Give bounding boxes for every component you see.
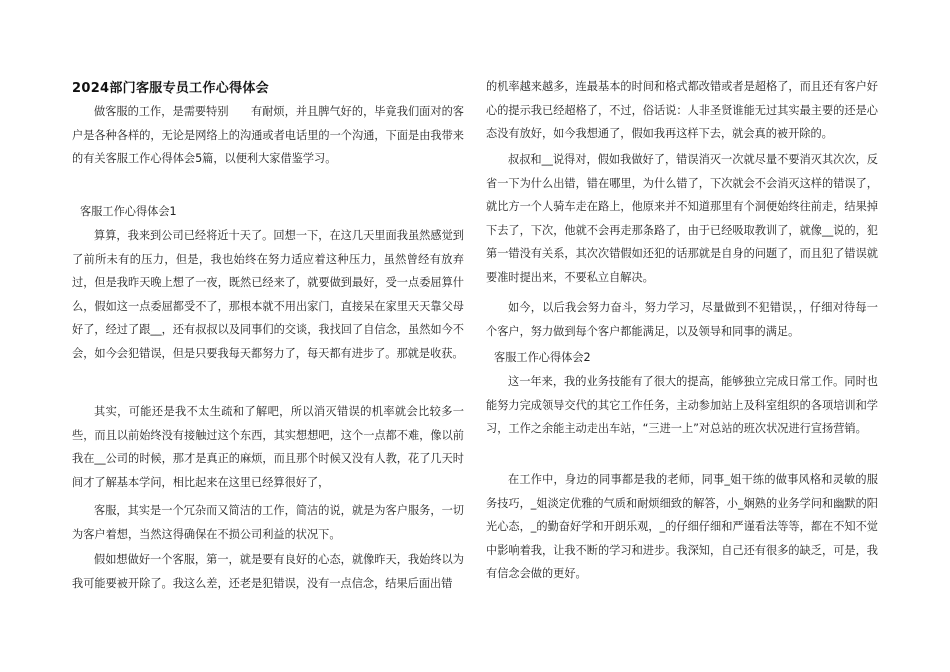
paragraph-2: 其实，可能还是我不太生疏和了解吧，所以消灭错误的机率就会比较多一些，而且以前始终没有接触过这个东西，其实想想吧，这个一点都不难，像以前我在__公司的时候，那才是真正的麻烦，而且那个时候又没有人教，花了几天时间才了解基本学问，相比起来在这里已经算很好了， <box>72 405 464 489</box>
document-title: 2024部门客服专员工作心得体会 <box>72 81 269 96</box>
paragraph-3: 客服，其实是一个冗杂而又简洁的工作，简洁的说，就是为客户服务，一切为客户着想，当然这得确保在不损公司利益的状况下。 <box>72 504 464 541</box>
paragraph-1: 算算，我来到公司已经将近十天了。回想一下，在这几天里面我虽然感觉到了前所未有的压力，但是，我也始终在努力适应着这种压力，虽然曾经有放弃过，但是我昨天晚上想了一夜，既然已经来了，就要做到最好，受一点委屈算什么，假如这一点委屈都受不了，那根本就不用出家门，直接呆在家里天天靠父母好了，经过了跟__，还有叔叔以及同事们的交谈，我找回了自信念，虽然如今不会，如今会犯错误，但是只要我每天都努力了，每天都有进步了。那就是收获。 <box>72 229 464 360</box>
intro-paragraph: 做客服的工作，是需要特别 有耐烦，并且脾气好的，毕竟我们面对的客户是各种各样的，无论是网络上的沟通或者电话里的一个沟通，下面是由我带来的有关客服工作心得体会5篇，以便利大家借鉴学习。 <box>72 105 464 165</box>
paragraph-4: 假如想做好一个客服，第一，就是要有良好的心态，就像昨天，我始终以为我可能要被开除了。我这么差，还老是犯错误，没有一点信念，结果后面出错 <box>72 553 464 590</box>
paragraph-5: 的机率越来越多，连最基本的时间和格式都改错或者是超格了，而且还有客户好心的提示我已经超格了，不过，俗话说：人非圣贤谁能无过其实最主要的还是心态没有放好，如今我想通了，假如我再这样下去，就会真的被开除的。 <box>486 80 878 140</box>
paragraph-6: 叔叔和__说得对，假如我做好了，错误消灭一次就尽量不要消灭其次次，反省一下为什么出错，错在哪里，为什么错了，下次就会不会消灭这样的错误了，就比方一个人骑车走在路上，他原来并不知道那里有个洞便始终往前走，结果掉下去了，下次，他就不会再走那条路了，由于已经吸取教训了，就像__说的，犯第一错没有关系，其次次错假如还犯的话那就是自身的问题了，而且犯了错误就要准时提出来，不要私立自解决。 <box>486 153 878 284</box>
section-heading-1: 客服工作心得体会1 <box>80 205 177 218</box>
paragraph-7: 如今，以后我会努力奋斗，努力学习，尽量做到不犯错误，，仔细对待每一个客户，努力做到每个客户都能满足，以及领导和同事的满足。 <box>486 301 878 338</box>
section-heading-2: 客服工作心得体会2 <box>494 351 591 364</box>
paragraph-8: 这一年来，我的业务技能有了很大的提高，能够独立完成日常工作。同时也能努力完成领导交代的其它工作任务，主动参加站上及科室组织的各项培训和学习，工作之余能主动走出车站，“三进一上”对总站的班次状况进行宣扬营销。 <box>486 375 878 435</box>
paragraph-9: 在工作中，身边的同事都是我的老师，同事_姐干练的做事风格和灵敏的服务技巧，_姐淡定优雅的气质和耐烦细致的解答，小_娴熟的业务学问和幽默的阳光心态，_的勤奋好学和开朗乐观，_的仔细仔细和严谨看法等等，都在不知不觉中影响着我，让我不断的学习和进步。我深知，自己还有很多的缺乏，可是，我有信念会做的更好。 <box>486 473 878 580</box>
